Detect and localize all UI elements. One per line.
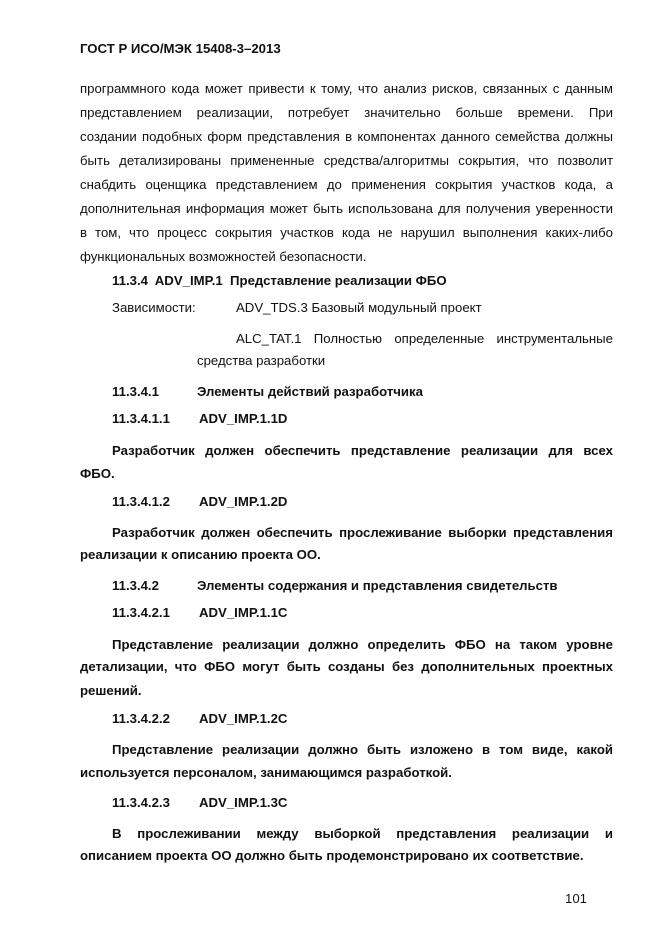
text-line: снабдить оценщика представлением до применения сокрытия участков кода, а — [80, 177, 613, 192]
element-heading — [112, 494, 287, 509]
dependency-item-continuation: средства разработки — [197, 353, 326, 368]
text-line: быть детализированы примененные средства/алгоритмы сокрытия, что позволит — [80, 153, 613, 168]
section-title: Элементы действий разработчика — [197, 384, 423, 399]
document-header: ГОСТ Р ИСО/МЭК 15408-3–2013 — [80, 41, 281, 56]
text-line: решений. — [80, 683, 142, 698]
element-number: 11.3.4.2.2 — [112, 711, 170, 726]
component-id: ADV_IMP.1 — [154, 273, 223, 288]
component-number: 11.3.4 — [112, 273, 148, 288]
element-heading — [112, 411, 287, 426]
text-line: Разработчик должен обеспечить представление реализации для всех — [112, 443, 613, 458]
element-id: ADV_IMP.1.1D — [199, 411, 288, 426]
text-line: Представление реализации должно определить ФБО на таком уровне — [112, 637, 613, 652]
element-id: ADV_IMP.1.1C — [199, 605, 288, 620]
element-heading — [112, 605, 287, 620]
element-heading — [112, 711, 287, 726]
element-id: ADV_IMP.1.2D — [199, 494, 288, 509]
dependency-item: ADV_TDS.3 Базовый модульный проект — [236, 300, 482, 315]
text-line: представлением реализации, потребует значительно больше времени. При — [80, 105, 613, 120]
section-title: Элементы содержания и представления свидетельств — [197, 578, 558, 593]
element-heading — [112, 795, 287, 810]
text-line: дополнительная информация может быть использована для получения уверенности — [80, 201, 613, 216]
component-heading — [112, 273, 447, 288]
text-line: детализации, что ФБО могут быть созданы без дополнительных проектных — [80, 659, 613, 674]
text-line: создании подобных форм представления в компонентах данного семейства должны — [80, 129, 613, 144]
element-number: 11.3.4.1.2 — [112, 494, 170, 509]
element-number: 11.3.4.2.3 — [112, 795, 170, 810]
page-number: 101 — [565, 891, 588, 906]
text-line: программного кода может привести к тому, что анализ рисков, связанных с данным — [80, 81, 613, 96]
text-line: описанием проекта ОО должно быть продемонстрировано их соответствие. — [80, 848, 584, 863]
dependency-item: ALC_TAT.1 Полностью определенные инструментальные — [236, 331, 613, 346]
section-heading — [112, 384, 423, 399]
text-line: Разработчик должен обеспечить прослеживание выборки представления — [112, 525, 613, 540]
text-line: функциональных возможностей безопасности. — [80, 249, 367, 264]
dependencies-label: Зависимости: — [112, 300, 196, 315]
component-title: Представление реализации ФБО — [230, 273, 447, 288]
element-id: ADV_IMP.1.3C — [199, 795, 288, 810]
text-line: используется персоналом, занимающимся разработкой. — [80, 765, 452, 780]
text-line: в том, что процесс сокрытия участков кода не нарушил выполнения каких-либо — [80, 225, 613, 240]
element-number: 11.3.4.1.1 — [112, 411, 170, 426]
text-line: Представление реализации должно быть изложено в том виде, какой — [112, 742, 613, 757]
section-number: 11.3.4.2 — [112, 578, 159, 593]
text-line: реализации к описанию проекта ОО. — [80, 547, 321, 562]
section-heading — [112, 578, 558, 593]
text-line: В прослеживании между выборкой представления реализации и — [112, 826, 613, 841]
element-id: ADV_IMP.1.2C — [199, 711, 288, 726]
text-line: ФБО. — [80, 466, 115, 481]
section-number: 11.3.4.1 — [112, 384, 159, 399]
element-number: 11.3.4.2.1 — [112, 605, 170, 620]
